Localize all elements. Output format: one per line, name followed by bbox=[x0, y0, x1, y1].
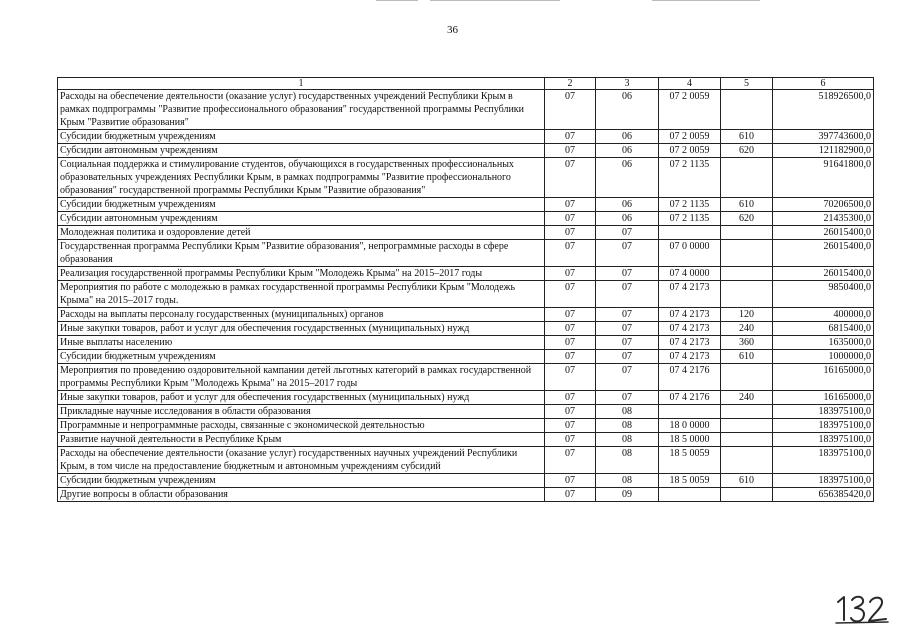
row-section-cell: 07 bbox=[545, 226, 596, 240]
row-subsection-cell: 07 bbox=[596, 336, 659, 350]
row-section-cell: 07 bbox=[545, 144, 596, 158]
row-subsection-cell: 09 bbox=[596, 488, 659, 502]
row-section-cell: 07 bbox=[545, 488, 596, 502]
table-row bbox=[58, 322, 874, 336]
row-subsection-cell: 06 bbox=[596, 198, 659, 212]
table-row bbox=[58, 336, 874, 350]
row-expense-type-cell bbox=[721, 419, 773, 433]
row-amount-cell: 656385420,0 bbox=[773, 488, 874, 502]
row-subsection-cell: 07 bbox=[596, 308, 659, 322]
row-subsection-cell: 07 bbox=[596, 364, 659, 391]
row-target-article-cell: 07 4 2173 bbox=[659, 336, 721, 350]
row-expense-type-cell bbox=[721, 240, 773, 267]
row-expense-type-cell bbox=[721, 267, 773, 281]
table-row bbox=[58, 474, 874, 488]
row-name-cell: Программные и непрограммные расходы, связанные с экономической деятельностью bbox=[58, 419, 545, 433]
row-subsection-cell: 06 bbox=[596, 130, 659, 144]
table-header bbox=[58, 78, 874, 90]
row-amount-cell: 70206500,0 bbox=[773, 198, 874, 212]
page-number: 36 bbox=[447, 24, 458, 36]
row-target-article-cell: 07 0 0000 bbox=[659, 240, 721, 267]
row-name-cell: Иные закупки товаров, работ и услуг для обеспечения государственных (муниципальных) нужд bbox=[58, 391, 545, 405]
row-expense-type-cell: 610 bbox=[721, 350, 773, 364]
table-row bbox=[58, 433, 874, 447]
row-amount-cell: 26015400,0 bbox=[773, 267, 874, 281]
row-target-article-cell: 07 4 2173 bbox=[659, 308, 721, 322]
row-subsection-cell: 07 bbox=[596, 226, 659, 240]
row-section-cell: 07 bbox=[545, 130, 596, 144]
row-name-cell: Развитие научной деятельности в Республике Крым bbox=[58, 433, 545, 447]
row-section-cell: 07 bbox=[545, 364, 596, 391]
table-row bbox=[58, 419, 874, 433]
row-section-cell: 07 bbox=[545, 240, 596, 267]
row-target-article-cell: 18 0 0000 bbox=[659, 419, 721, 433]
row-target-article-cell: 07 4 2173 bbox=[659, 350, 721, 364]
row-section-cell: 07 bbox=[545, 405, 596, 419]
row-target-article-cell: 07 4 2176 bbox=[659, 364, 721, 391]
table-row bbox=[58, 405, 874, 419]
row-name-cell: Молодежная политика и оздоровление детей bbox=[58, 226, 545, 240]
row-name-cell: Другие вопросы в области образования bbox=[58, 488, 545, 502]
row-amount-cell: 183975100,0 bbox=[773, 419, 874, 433]
row-subsection-cell: 06 bbox=[596, 212, 659, 226]
row-name-cell: Субсидии бюджетным учреждениям bbox=[58, 198, 545, 212]
row-name-cell: Субсидии бюджетным учреждениям bbox=[58, 474, 545, 488]
row-amount-cell: 91641800,0 bbox=[773, 158, 874, 198]
table-row bbox=[58, 240, 874, 267]
row-target-article-cell: 07 2 1135 bbox=[659, 198, 721, 212]
row-target-article-cell: 07 4 0000 bbox=[659, 267, 721, 281]
row-amount-cell: 21435300,0 bbox=[773, 212, 874, 226]
row-expense-type-cell bbox=[721, 405, 773, 419]
row-section-cell: 07 bbox=[545, 90, 596, 130]
row-target-article-cell: 07 2 0059 bbox=[659, 144, 721, 158]
row-name-cell: Иные выплаты населению bbox=[58, 336, 545, 350]
row-name-cell: Расходы на обеспечение деятельности (оказание услуг) государственных учреждений Республики Крым в рамках подпрограммы "Развитие профессионального образования" государственной программы Республики Крым "Развитие образования" bbox=[58, 90, 545, 130]
row-subsection-cell: 07 bbox=[596, 240, 659, 267]
row-subsection-cell: 07 bbox=[596, 267, 659, 281]
row-expense-type-cell bbox=[721, 433, 773, 447]
row-expense-type-cell bbox=[721, 90, 773, 130]
row-section-cell: 07 bbox=[545, 419, 596, 433]
row-target-article-cell: 18 5 0059 bbox=[659, 474, 721, 488]
header-col-1: 1 bbox=[58, 78, 545, 90]
row-target-article-cell: 07 4 2173 bbox=[659, 281, 721, 308]
row-target-article-cell bbox=[659, 226, 721, 240]
row-name-cell: Мероприятия по работе с молодежью в рамках государственной программы Республики Крым "Молодежь Крыма" на 2015–2017 годы. bbox=[58, 281, 545, 308]
row-section-cell: 07 bbox=[545, 198, 596, 212]
row-section-cell: 07 bbox=[545, 212, 596, 226]
row-section-cell: 07 bbox=[545, 322, 596, 336]
row-subsection-cell: 06 bbox=[596, 158, 659, 198]
row-section-cell: 07 bbox=[545, 433, 596, 447]
row-subsection-cell: 08 bbox=[596, 433, 659, 447]
row-name-cell: Иные закупки товаров, работ и услуг для обеспечения государственных (муниципальных) нужд bbox=[58, 322, 545, 336]
row-target-article-cell: 07 2 1135 bbox=[659, 212, 721, 226]
row-subsection-cell: 06 bbox=[596, 90, 659, 130]
table-row bbox=[58, 130, 874, 144]
row-expense-type-cell: 240 bbox=[721, 322, 773, 336]
row-name-cell: Государственная программа Республики Крым "Развитие образования", непрограммные расходы в сфере образования bbox=[58, 240, 545, 267]
table-row bbox=[58, 364, 874, 391]
row-name-cell: Расходы на выплаты персоналу государственных (муниципальных) органов bbox=[58, 308, 545, 322]
row-target-article-cell: 07 2 1135 bbox=[659, 158, 721, 198]
row-section-cell: 07 bbox=[545, 308, 596, 322]
row-amount-cell: 183975100,0 bbox=[773, 474, 874, 488]
row-amount-cell: 9850400,0 bbox=[773, 281, 874, 308]
table-row bbox=[58, 350, 874, 364]
row-expense-type-cell: 620 bbox=[721, 212, 773, 226]
row-subsection-cell: 08 bbox=[596, 419, 659, 433]
header-col-2: 2 bbox=[545, 78, 596, 90]
handwritten-page-mark bbox=[832, 592, 892, 626]
row-expense-type-cell: 610 bbox=[721, 198, 773, 212]
row-expense-type-cell bbox=[721, 364, 773, 391]
row-amount-cell: 6815400,0 bbox=[773, 322, 874, 336]
row-amount-cell: 518926500,0 bbox=[773, 90, 874, 130]
row-expense-type-cell: 610 bbox=[721, 474, 773, 488]
row-section-cell: 07 bbox=[545, 447, 596, 474]
scan-top-line-3 bbox=[652, 0, 760, 1]
row-subsection-cell: 08 bbox=[596, 447, 659, 474]
row-expense-type-cell: 620 bbox=[721, 144, 773, 158]
header-row bbox=[58, 78, 874, 90]
row-name-cell: Субсидии автономным учреждениям bbox=[58, 144, 545, 158]
row-amount-cell: 397743600,0 bbox=[773, 130, 874, 144]
row-amount-cell: 183975100,0 bbox=[773, 405, 874, 419]
row-section-cell: 07 bbox=[545, 391, 596, 405]
row-subsection-cell: 07 bbox=[596, 391, 659, 405]
table-row bbox=[58, 90, 874, 130]
table-row bbox=[58, 308, 874, 322]
table-row bbox=[58, 391, 874, 405]
row-subsection-cell: 08 bbox=[596, 405, 659, 419]
header-col-6: 6 bbox=[773, 78, 874, 90]
row-section-cell: 07 bbox=[545, 281, 596, 308]
table-row bbox=[58, 212, 874, 226]
row-name-cell: Социальная поддержка и стимулирование студентов, обучающихся в государственных профессиональных образовательных учреждениях Республики Крым, в рамках подпрограммы "Развитие профессионального образования" государственной программы Республики Крым "Развитие образования" bbox=[58, 158, 545, 198]
row-amount-cell: 1000000,0 bbox=[773, 350, 874, 364]
scan-top-line-1 bbox=[376, 0, 418, 1]
row-target-article-cell bbox=[659, 405, 721, 419]
table-row bbox=[58, 267, 874, 281]
row-section-cell: 07 bbox=[545, 158, 596, 198]
row-expense-type-cell bbox=[721, 158, 773, 198]
row-expense-type-cell bbox=[721, 281, 773, 308]
row-target-article-cell: 07 4 2176 bbox=[659, 391, 721, 405]
table-row bbox=[58, 447, 874, 474]
row-subsection-cell: 07 bbox=[596, 281, 659, 308]
row-section-cell: 07 bbox=[545, 474, 596, 488]
row-amount-cell: 1635000,0 bbox=[773, 336, 874, 350]
row-amount-cell: 26015400,0 bbox=[773, 226, 874, 240]
table-row bbox=[58, 226, 874, 240]
scan-top-line-2 bbox=[430, 0, 560, 1]
row-name-cell: Мероприятия по проведению оздоровительной кампании детей льготных категорий в рамках государственной программы Республики Крым "Молодежь Крыма" на 2015–2017 годы bbox=[58, 364, 545, 391]
row-expense-type-cell: 360 bbox=[721, 336, 773, 350]
row-name-cell: Субсидии бюджетным учреждениям bbox=[58, 350, 545, 364]
row-amount-cell: 121182900,0 bbox=[773, 144, 874, 158]
table-row bbox=[58, 158, 874, 198]
row-amount-cell: 183975100,0 bbox=[773, 447, 874, 474]
row-subsection-cell: 07 bbox=[596, 322, 659, 336]
header-col-3: 3 bbox=[596, 78, 659, 90]
header-col-4: 4 bbox=[659, 78, 721, 90]
row-target-article-cell bbox=[659, 488, 721, 502]
row-section-cell: 07 bbox=[545, 336, 596, 350]
table-row bbox=[58, 144, 874, 158]
row-expense-type-cell bbox=[721, 226, 773, 240]
row-expense-type-cell: 120 bbox=[721, 308, 773, 322]
row-subsection-cell: 08 bbox=[596, 474, 659, 488]
row-name-cell: Расходы на обеспечение деятельности (оказание услуг) государственных научных учреждений Республики Крым, в том числе на предоставление бюджетным и автономным учреждениям субсидий bbox=[58, 447, 545, 474]
budget-table bbox=[57, 77, 874, 502]
row-expense-type-cell bbox=[721, 488, 773, 502]
header-col-5: 5 bbox=[721, 78, 773, 90]
row-amount-cell: 26015400,0 bbox=[773, 240, 874, 267]
row-expense-type-cell: 240 bbox=[721, 391, 773, 405]
row-subsection-cell: 06 bbox=[596, 144, 659, 158]
row-target-article-cell: 07 4 2173 bbox=[659, 322, 721, 336]
row-amount-cell: 183975100,0 bbox=[773, 433, 874, 447]
row-expense-type-cell: 610 bbox=[721, 130, 773, 144]
row-section-cell: 07 bbox=[545, 350, 596, 364]
row-name-cell: Субсидии бюджетным учреждениям bbox=[58, 130, 545, 144]
row-expense-type-cell bbox=[721, 447, 773, 474]
table-body bbox=[58, 90, 874, 502]
table-row bbox=[58, 281, 874, 308]
row-name-cell: Прикладные научные исследования в области образования bbox=[58, 405, 545, 419]
row-target-article-cell: 18 5 0059 bbox=[659, 447, 721, 474]
row-name-cell: Субсидии автономным учреждениям bbox=[58, 212, 545, 226]
row-subsection-cell: 07 bbox=[596, 350, 659, 364]
row-amount-cell: 16165000,0 bbox=[773, 364, 874, 391]
row-target-article-cell: 07 2 0059 bbox=[659, 90, 721, 130]
row-name-cell: Реализация государственной программы Республики Крым "Молодежь Крыма" на 2015–2017 годы bbox=[58, 267, 545, 281]
row-amount-cell: 16165000,0 bbox=[773, 391, 874, 405]
row-section-cell: 07 bbox=[545, 267, 596, 281]
table-row bbox=[58, 198, 874, 212]
row-target-article-cell: 18 5 0000 bbox=[659, 433, 721, 447]
row-target-article-cell: 07 2 0059 bbox=[659, 130, 721, 144]
row-amount-cell: 400000,0 bbox=[773, 308, 874, 322]
table-row bbox=[58, 488, 874, 502]
